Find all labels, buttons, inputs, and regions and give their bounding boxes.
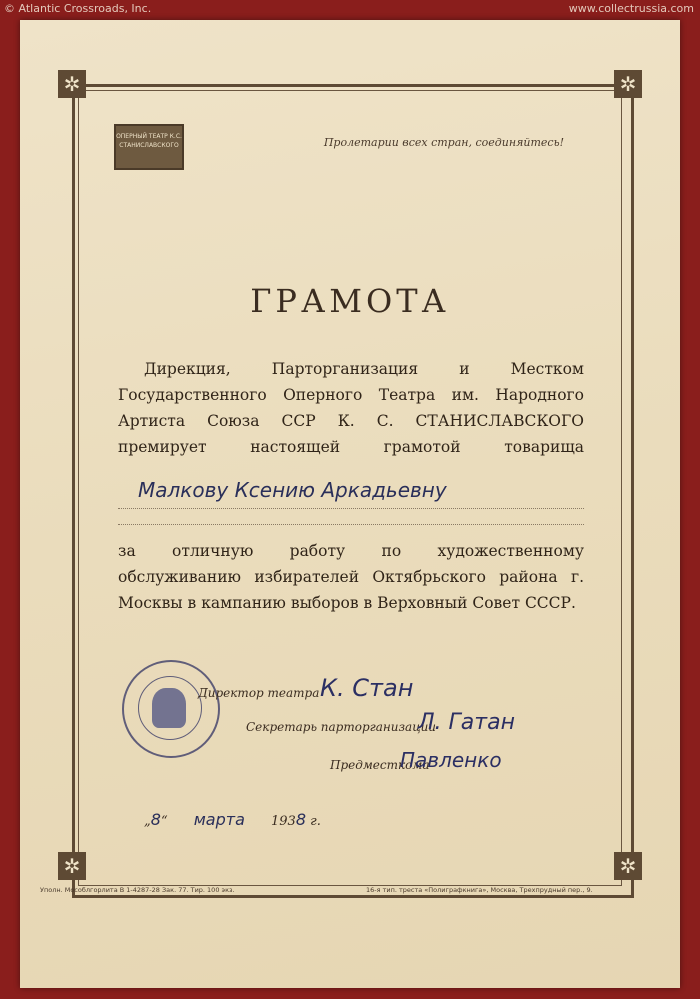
- director-label: Директор театра: [198, 686, 320, 700]
- intro-line: Дирекция, Парторганизация и Местком: [144, 360, 584, 378]
- chair-signature: Павленко: [400, 748, 502, 772]
- official-stamp-icon: [122, 660, 220, 758]
- intro-line: премирует настоящей грамотой товарища: [118, 438, 584, 456]
- footer-left: Уполн. Мособлгорлита В 1-4287-28 Зак. 77. Тир. 100 экз.: [40, 886, 235, 894]
- corner-ornament-icon: ✲: [614, 70, 642, 98]
- theatre-logo: [114, 124, 184, 170]
- date-suffix: г.: [310, 814, 321, 829]
- intro-paragraph: [118, 356, 584, 460]
- motto: Пролетарии всех стран, соединяйтесь!: [323, 136, 564, 149]
- dotted-line: [118, 524, 584, 525]
- date-month: марта: [193, 810, 245, 829]
- corner-ornament-icon: ✲: [58, 70, 86, 98]
- footer-right: 16-я тип. треста «Полиграфкнига», Москва, Трехпрудный пер., 9.: [366, 886, 593, 894]
- reason-paragraph: за отличную работу по художественному обслуживанию избирателей Октябрьского района г. Москвы в кампанию выборов в Верховный Совет СССР.: [118, 542, 584, 612]
- date-year-hand: 8: [295, 810, 307, 829]
- stamp-emblem-icon: [152, 688, 186, 728]
- secretary-label: Секретарь парторганизации: [246, 720, 437, 734]
- recipient-name: [118, 478, 584, 509]
- intro-line: Государственного Оперного Театра им. Народного: [118, 386, 584, 404]
- corner-ornament-icon: ✲: [614, 852, 642, 880]
- recipient-name-text: Малкову Ксению Аркадьевну: [138, 478, 447, 502]
- secretary-signature: Л. Гатан: [418, 710, 515, 735]
- intro-line: Артиста Союза ССР К. С. СТАНИСЛАВСКОГО: [118, 412, 584, 430]
- chair-label: Предместкома: [330, 758, 430, 772]
- director-signature: К. Стан: [320, 674, 414, 702]
- date-year-prefix: 193: [271, 814, 296, 829]
- certificate-paper: [20, 20, 680, 988]
- watermark-right: www.collectrussia.com: [568, 2, 694, 15]
- issue-date: „8“ марта 1938 г.: [144, 810, 321, 829]
- certificate-title: ГРАМОТА: [250, 282, 450, 320]
- corner-ornament-icon: ✲: [58, 852, 86, 880]
- logo-text: ОПЕРНЫЙ ТЕАТР К.С. СТАНИСЛАВСКОГО: [116, 133, 182, 149]
- watermark-left: © Atlantic Crossroads, Inc.: [4, 2, 152, 15]
- date-day: 8: [150, 810, 161, 829]
